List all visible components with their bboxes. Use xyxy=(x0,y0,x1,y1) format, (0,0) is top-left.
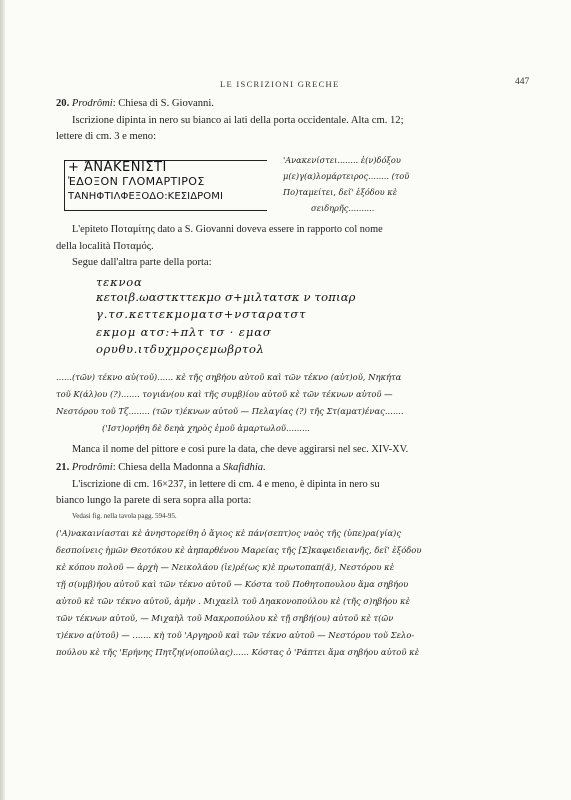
greek-transcription-line: τῶν τέκνων αὐτοῦ, — Μιχαὴλ τοῦ Μακροπούλου κὲ τῇ σηβή(ου) αὐτοῦ κὲ τ(ῶν xyxy=(56,613,394,623)
greek-transcription-line: κὲ κόπου πολοῦ — ἀρχὴ — Νεικολάου (ἱε)ρέ(ως κ)ὲ πρωτοπαπ(ᾶ), Νεστόρου κὲ xyxy=(56,562,395,572)
section-20-paragraph: della località Ποταμός. xyxy=(56,241,154,252)
section-20-heading xyxy=(56,96,214,113)
section-20-paragraph: Segue dall'altra parte della porta: xyxy=(72,257,212,268)
greek-transcription-line: δεσποίνεις ἡμῶν Θεοτόκου κὲ ἀηπαρθένου Μαρείας τῆς [Σ]καφειδειανῆς, δεῖ' ἐξόδου xyxy=(56,545,422,555)
running-header: LE ISCRIZIONI GRECHE xyxy=(220,79,340,89)
inscription-line: ΤΑΝΗΦΤΙΛΦΕΞΟΔΟ:ΚΕΣΙΔΡΟΜΙ xyxy=(68,191,224,202)
transcription-line: μ(ε)γ(α)λομάρτειρος........ (τοῦ xyxy=(283,171,410,181)
section-21-desc-line2: bianco lungo la parete di sera sopra alla porta: xyxy=(56,495,252,506)
section-21-heading xyxy=(56,460,266,477)
greek-transcription-line: Νεστόρου τοῦ Τζ........ (τῶν τ)έκνων αὐτοῦ — Πελαγίας (?) τῆς Στ(αματ)ένας....... xyxy=(56,406,404,416)
greek-transcription-line: τ)έκνο α(ὐτοῦ) — ....... κὴ τοῦ 'Αργηροῦ καὶ τῶν τέκνο αὐτοῦ — Νεστόρου τοῦ Σελο- xyxy=(56,630,415,640)
section-20-desc-line2: lettere di cm. 3 e meno: xyxy=(56,131,157,142)
greek-transcription-line: αὐτοῦ κὲ τῶν τέκνο αὐτοῦ, ἀμὴν . Μιχαεὶλ τοῦ Δηακονοπούλου κὲ (τῆς σ)ηβήου κὲ xyxy=(56,596,410,606)
page-number: 447 xyxy=(515,77,530,87)
handwritten-inscription-line: εκμομ ατσ:+πλτ τσ · εμασ xyxy=(96,325,272,339)
section-21-desc-line1: L'iscrizione di cm. 16×237, in lettere di cm. 4 e meno, è dipinta in nero su xyxy=(72,479,380,490)
greek-transcription-line: ('Ιστ)ορήθη δὲ δεηὰ χηρὸς ἐμοῦ ἁμαρτωλοῦ......... xyxy=(102,423,310,433)
greek-transcription-line: ......(τῶν) τέκνο αὐ(τοῦ)...... κὲ τῆς σηβήου αὐτοῦ καὶ τῶν τέκνο (αὐτ)οῦ, Νηκήτα xyxy=(56,372,402,382)
section-21-place2: Skafidhia. xyxy=(223,462,266,473)
transcription-line: 'Ανακενίστει........ ἐ(ν)δόξου xyxy=(283,155,401,165)
handwritten-inscription-line: ορυθυ.ιτδυχμροςεμωβρτολ xyxy=(96,342,265,356)
handwritten-inscription-line: τεκνοα xyxy=(96,275,143,289)
greek-transcription-line: τοῦ Κ(άλ)ου (?)....... τογιάν(ου καὶ τῆς συμβ)ίου αὐτοῦ κὲ τῶν τέκνων αὐτοῦ — xyxy=(56,389,393,399)
section-21-number: 21. xyxy=(56,462,70,473)
section-21-place: Prodrômi xyxy=(71,462,113,473)
section-20-title: : Chiesa di S. Giovanni. xyxy=(112,98,214,109)
inscription-line: + ἈΝΑΚΕΝΙΣΤΙ xyxy=(68,160,167,175)
greek-transcription-line: ('Α)νακαινίασται κὲ ἀνηστορείθη ὁ ἅγιος κὲ πάν(σεπτ)ος ναὸς τῆς (ὑπε)ρα(γία)ς xyxy=(56,528,402,538)
inscription-line: ἘΔΟΞΟΝ ΓΛΟΜΑΡΤΙΡΟΣ xyxy=(68,175,205,188)
handwritten-inscription-line: κετοιβ.ωαστκττεκμο σ+μιλτατσκ ν τοπιαρ xyxy=(96,290,356,304)
section-20-place: Prodrômi xyxy=(71,98,113,109)
section-20-paragraph: L'epiteto Ποταμίτης dato a S. Giovanni doveva essere in rapporto col nome xyxy=(72,224,383,235)
section-21-title: : Chiesa della Madonna a xyxy=(112,462,224,473)
section-20-desc-line1: Iscrizione dipinta in nero su bianco ai lati della porta occidentale. Alta cm. 12; xyxy=(72,115,404,126)
transcription-line: σειδηρῆς.......... xyxy=(311,203,375,213)
transcription-line: Πο)ταμείτει, δεῖ' ἐξόδου κὲ xyxy=(283,187,398,197)
greek-transcription-line: πούλου κὲ τῆς 'Ερήνης Πητζη(ν(οπούλας)...... Κόστας ὁ 'Ράπτει ἅμα σηβήου αὐτοῦ κὲ xyxy=(56,647,420,657)
section-21-note: Vedasi fig. nella tavola pagg. 594-95. xyxy=(72,512,177,520)
section-20-closing: Manca il nome del pittore e così pure la data, che deve aggirarsi nel sec. XIV-XV. xyxy=(72,444,409,455)
page-binding-shadow xyxy=(0,0,5,800)
greek-transcription-line: τῇ σ(υμβ)ήου αὐτοῦ καὶ τῶν τέκνο αὐτοῦ — Κόστα τοῦ Ποθητοπουλου ἅμα σηβήου xyxy=(56,579,409,589)
section-20-number: 20. xyxy=(56,98,70,109)
handwritten-inscription-line: γ.τσ.κεττεκμοματσ+νσταρατστ xyxy=(96,307,307,321)
